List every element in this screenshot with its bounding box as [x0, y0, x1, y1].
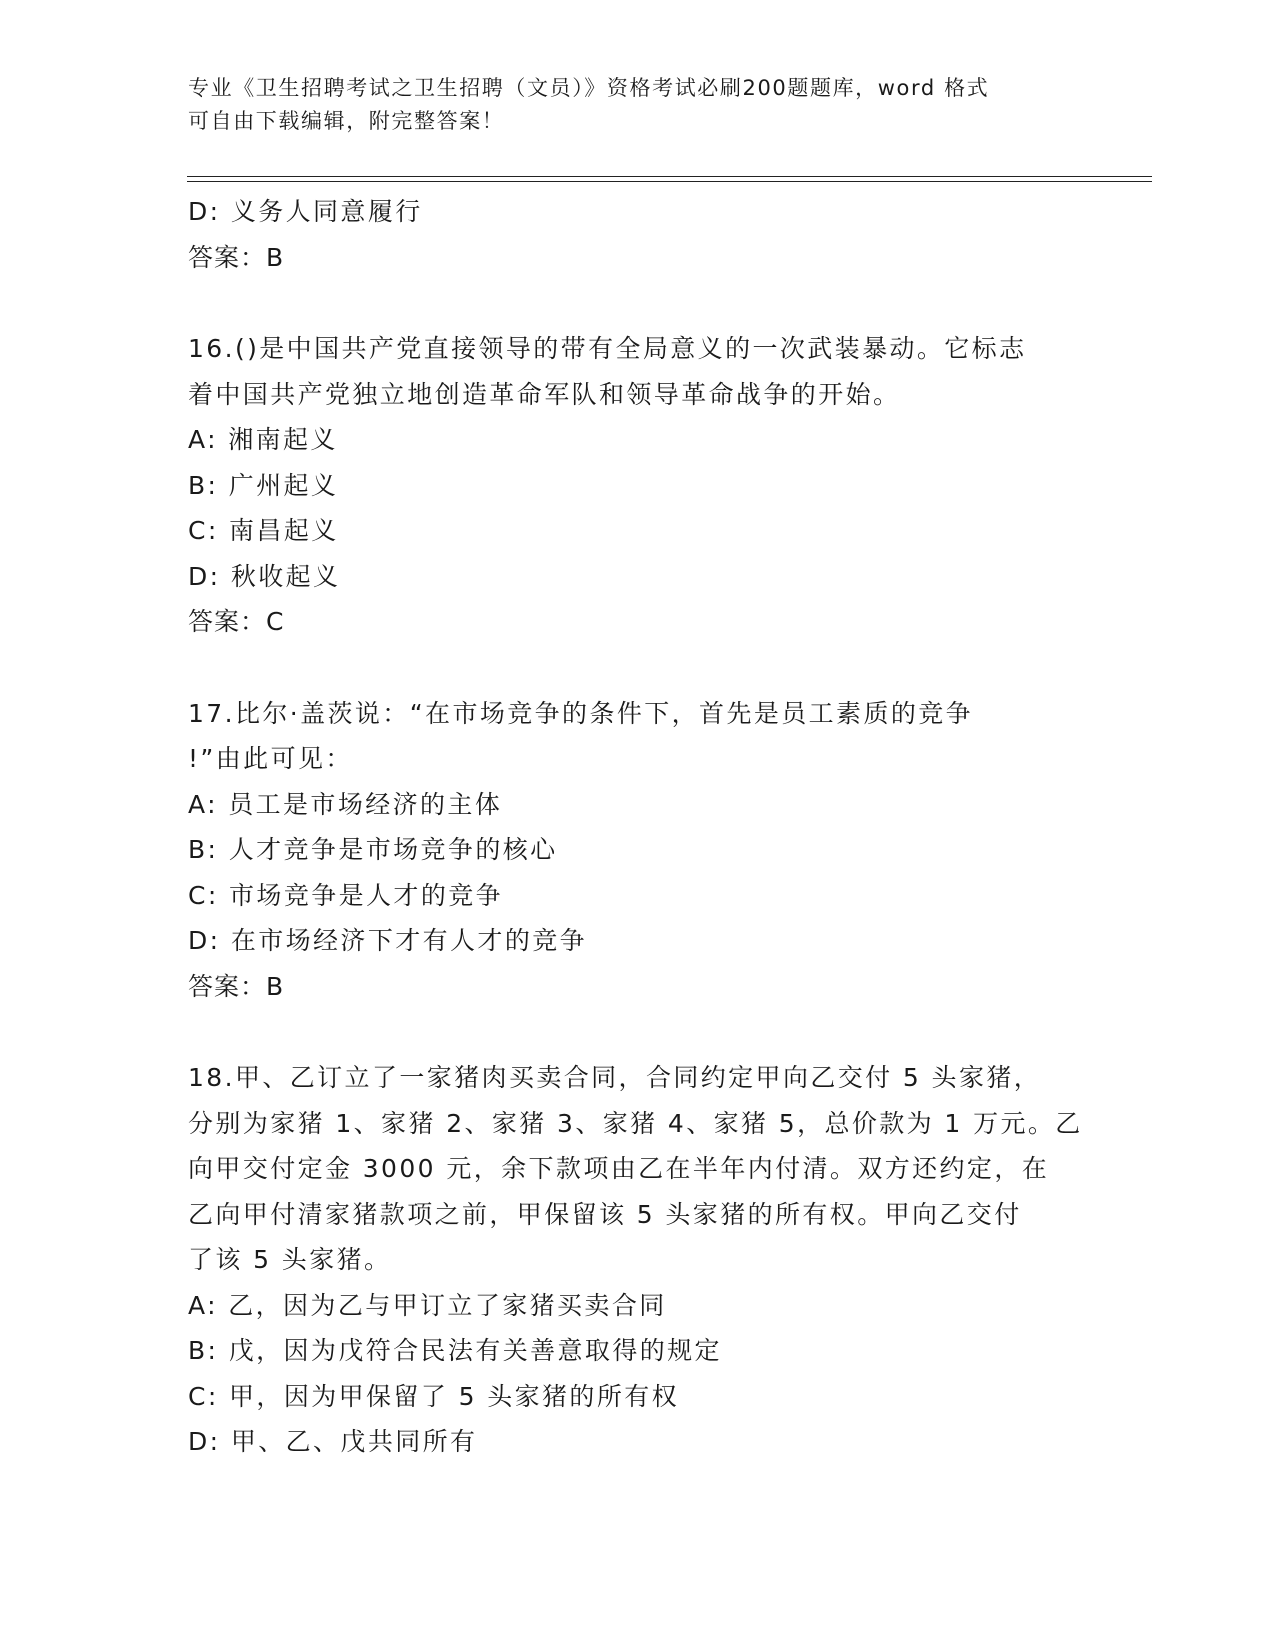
header-divider-top — [187, 176, 1152, 177]
question-stem: 16.()是中国共产党直接领导的带有全局意义的一次武装暴动。它标志 — [188, 334, 1027, 363]
option-a: A: 湘南起义 — [188, 425, 338, 454]
question-16 — [188, 326, 1088, 645]
answer: 答案：C — [188, 607, 285, 636]
option-b: B: 人才竞争是市场竞争的核心 — [188, 835, 558, 864]
page-header — [188, 72, 1088, 138]
option-c: C: 市场竞争是人才的竞争 — [188, 880, 504, 910]
question-stem: 向甲交付定金 3000 元，余下款项由乙在半年内付清。双方还约定，在 — [188, 1154, 1050, 1183]
option-d: D: 甲、乙、戊共同所有 — [188, 1427, 478, 1456]
option-b: B: 广州起义 — [188, 470, 339, 500]
prev-answer: 答案：B — [188, 242, 285, 272]
option-c: C: 甲，因为甲保留了 5 头家猪的所有权 — [188, 1381, 680, 1411]
header-title-line2: 可自由下载编辑，附完整答案！ — [188, 109, 505, 133]
question-17 — [188, 691, 1088, 1010]
question-stem: 乙向甲付清家猪款项之前，甲保留该 5 头家猪的所有权。甲向乙交付 — [188, 1199, 1022, 1229]
option-d: D: 在市场经济下才有人才的竞争 — [188, 926, 588, 955]
spacer — [188, 280, 1088, 326]
option-c: C: 南昌起义 — [188, 516, 339, 545]
option-d: D: 秋收起义 — [188, 561, 341, 591]
question-stem: 18.甲、乙订立了一家猪肉买卖合同，合同约定甲向乙交付 5 头家猪， — [188, 1063, 1042, 1092]
prev-option-d: D: 义务人同意履行 — [188, 197, 423, 226]
question-stem: 着中国共产党独立地创造革命军队和领导革命战争的开始。 — [188, 379, 901, 409]
option-b: B: 戊，因为戊符合民法有关善意取得的规定 — [188, 1336, 722, 1365]
header-divider-bottom — [187, 181, 1152, 182]
question-18 — [188, 1055, 1088, 1465]
option-a: A: 乙，因为乙与甲订立了家猪买卖合同 — [188, 1290, 667, 1320]
spacer — [188, 645, 1088, 691]
answer: 答案：B — [188, 971, 285, 1001]
question-content — [188, 189, 1088, 1465]
question-stem: 17.比尔·盖茨说：“在市场竞争的条件下，首先是员工素质的竞争 — [188, 698, 974, 728]
spacer — [188, 1009, 1088, 1055]
question-stem: !”由此可见： — [188, 744, 353, 773]
option-a: A: 员工是市场经济的主体 — [188, 789, 503, 819]
header-title-line1: 专业《卫生招聘考试之卫生招聘（文员）》资格考试必刷200题题库，word 格式 — [188, 76, 990, 100]
question-stem: 分别为家猪 1、家猪 2、家猪 3、家猪 4、家猪 5，总价款为 1 万元。乙 — [188, 1108, 1083, 1138]
question-stem: 了该 5 头家猪。 — [188, 1245, 392, 1274]
